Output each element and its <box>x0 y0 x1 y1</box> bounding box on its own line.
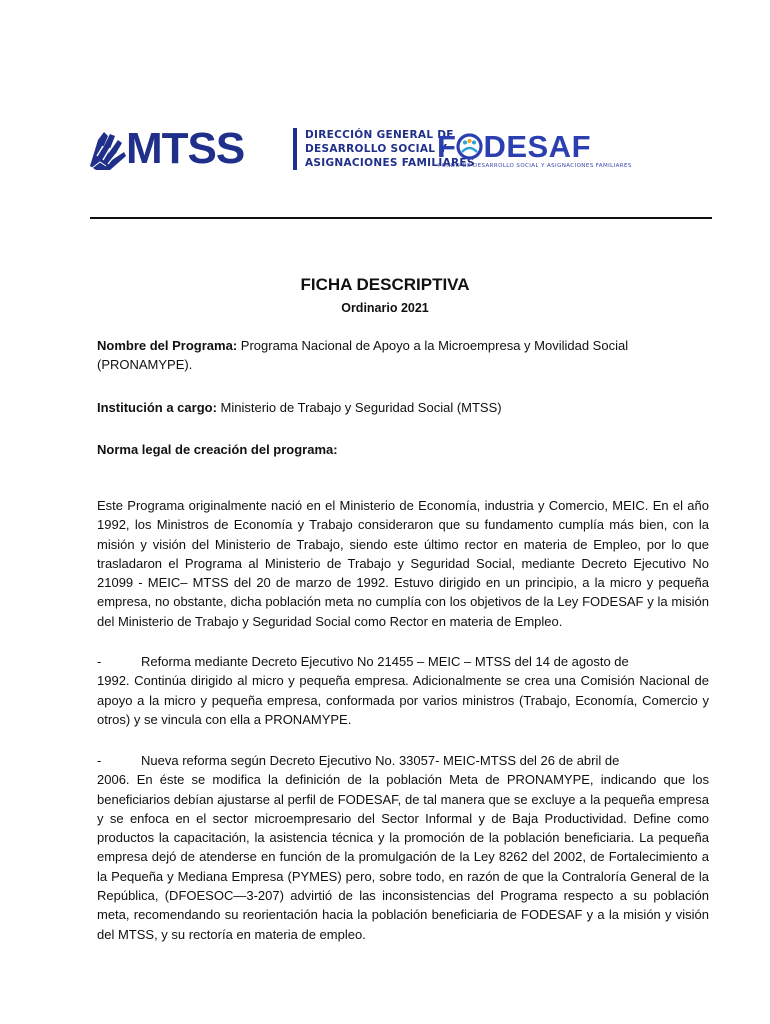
reform-item-1-first-line <box>97 652 709 671</box>
mtss-logo <box>88 124 475 176</box>
legal-norm-label: Norma legal de creación del programa: <box>97 442 338 457</box>
institution-label: Institución a cargo: <box>97 400 217 415</box>
logo-divider <box>293 128 297 170</box>
reform-item-1 <box>97 652 709 729</box>
reform-item-2-lead: Nueva reforma según Decreto Ejecutivo No. 33057- MEIC-MTSS del 26 de abril de <box>141 753 620 768</box>
mtss-wordmark: MTSS <box>126 124 245 173</box>
fodesaf-wordmark-pre: F <box>437 129 457 164</box>
reform-item-2-first-line <box>97 751 709 770</box>
institution-value: Ministerio de Trabajo y Seguridad Social (MTSS) <box>220 400 502 415</box>
reform-item-1-lead: Reforma mediante Decreto Ejecutivo No 21455 – MEIC – MTSS del 14 de agosto de <box>141 654 629 669</box>
bullet-dash: - <box>97 654 102 669</box>
header-divider <box>90 217 712 219</box>
document-title: FICHA DESCRIPTIVA <box>300 275 470 294</box>
reform-item-1-body: 1992. Continúa dirigido al micro y pequeña empresa. Adicionalmente se crea una Comisión Nacional de apoyo a la micro y pequeña empresa, conformada por varios ministros (Trabajo, Economía, Comercio y otros) y se vincula con ella a PRONAMYPE. <box>97 673 709 727</box>
program-name-label: Nombre del Programa: <box>97 338 238 353</box>
program-name-field <box>97 336 709 375</box>
reform-item-2-body: 2006. En éste se modifica la definición de la población Meta de PRONAMYPE, indicando que los beneficiarios debían ajustarse al perfil de FODESAF, de tal manera que se excluye a la pequeña empresa y se enfoca en el sector microempresario del Sector Informal y de Baja Productividad. Define como productos la capacitación, la asistencia técnica y la promoción de la población beneficiaria. La pequeña empresa dejó de atenderse en función de la promulgación de la Ley 8262 del 2002, de Fortalecimiento a la Pequeña y Mediana Empresa (PYMES) pero, sobre todo, en razón de que la Contraloría General de la República, (DFOESOC—3-207) advirtió de las inconsistencias del Programa respecto a su población meta, recomendando su reorientación hacia la población beneficiaria de FODESAF y a la misión y visión del MTSS, y su rectoría en materia de empleo. <box>97 772 709 942</box>
document-subtitle: Ordinario 2021 <box>341 301 429 315</box>
mtss-hands-icon <box>88 126 128 172</box>
institution-field <box>97 398 709 417</box>
fodesaf-subtitle: FONDO DE DESARROLLO SOCIAL Y ASIGNACIONES FAMILIARES <box>438 163 632 169</box>
mtss-subtitle-line: ASIGNACIONES FAMILIARES <box>305 157 475 169</box>
history-paragraph: Este Programa originalmente nació en el Ministerio de Economía, industria y Comercio, MEIC. En el año 1992, los Ministros de Economía y Trabajo consideraron que su fundamento cumplía más bien, con la misión y visión del Ministerio de Trabajo, siendo este último rector en materia de Empleo, por lo que trasladaron el Programa al Ministerio de Trabajo y Seguridad Social, mediante Decreto Ejecutivo No 21099 - MEIC– MTSS del 20 de marzo de 1992. Estuvo dirigido en un principio, a la micro y pequeña empresa, no obstante, dicha población meta no cumplía con los objetivos de la Ley FODESAF y la misión del Ministerio de Trabajo y Seguridad Social como Rector en materia de Empleo. <box>97 498 709 629</box>
fodesaf-logo <box>437 130 667 172</box>
mtss-subtitle-line: DIRECCIÓN GENERAL DE <box>305 129 454 141</box>
program-name-value: Programa Nacional de Apoyo a la Microempresa y Movilidad Social (PRONAMYPE). <box>97 338 629 373</box>
people-circle-icon <box>456 133 483 160</box>
mtss-subtitle-line: DESARROLLO SOCIAL Y <box>305 143 448 155</box>
fodesaf-wordmark <box>437 130 591 164</box>
bullet-dash: - <box>97 753 102 768</box>
legal-norm-heading <box>97 440 709 459</box>
reform-item-2 <box>97 751 709 944</box>
fodesaf-wordmark-post: DESAF <box>483 129 592 164</box>
